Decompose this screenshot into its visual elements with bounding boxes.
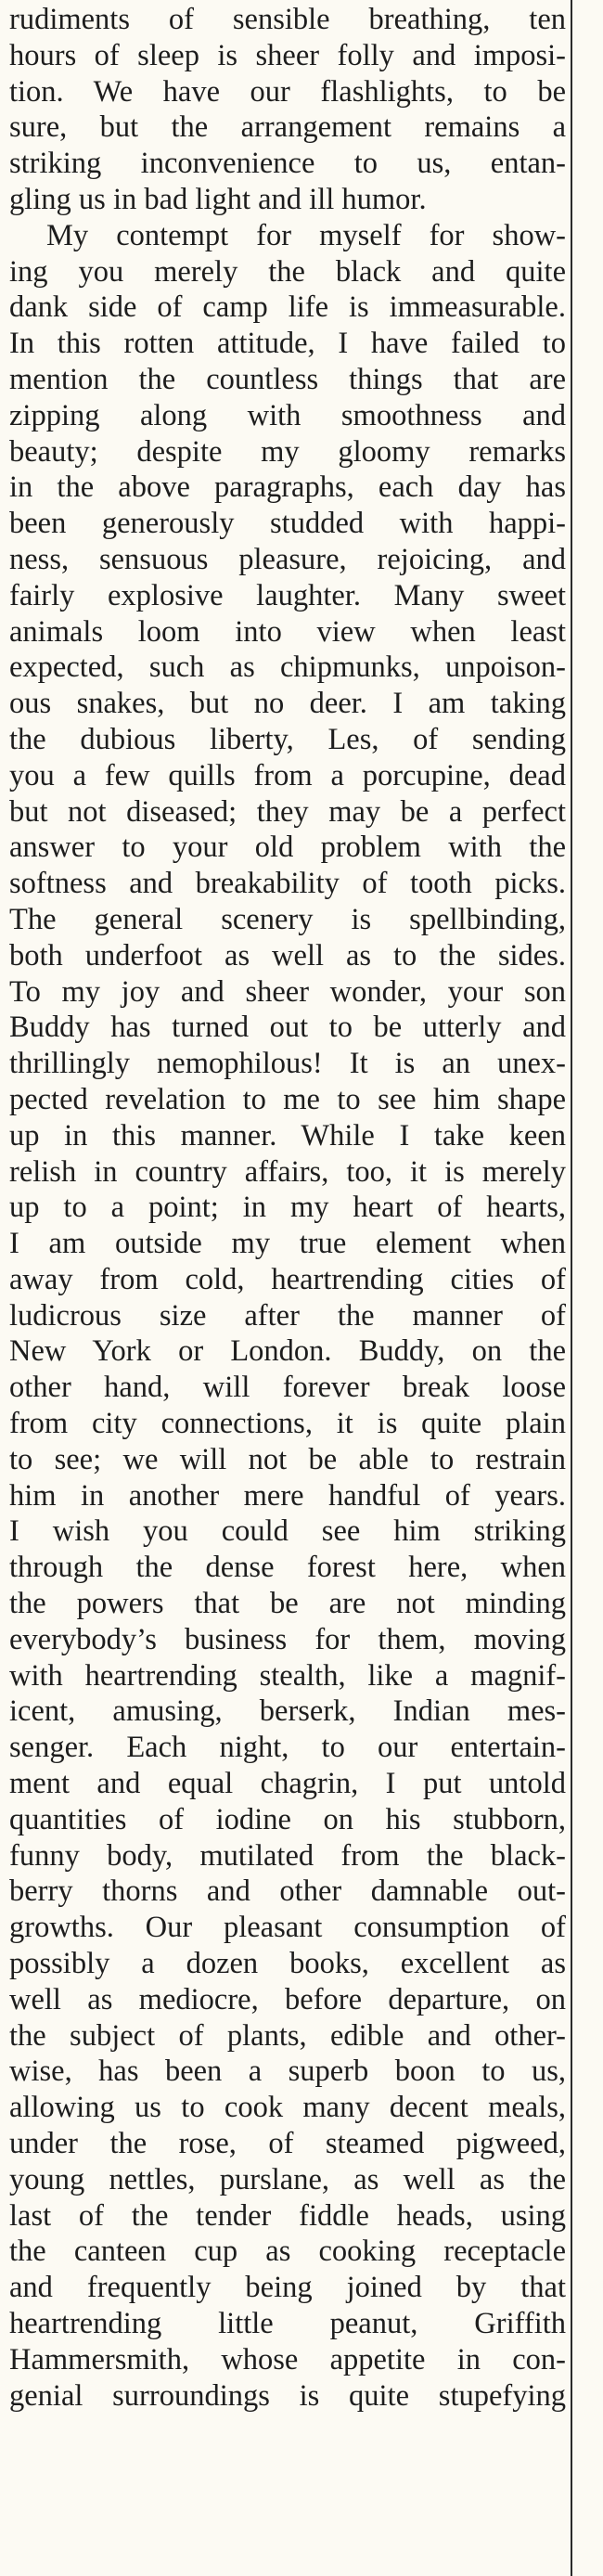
text-line: up in this manner. While I take keen xyxy=(9,1118,566,1153)
text-line: everybody’s business for them, moving xyxy=(9,1622,566,1656)
text-line: ing you merely the black and quite xyxy=(9,254,566,289)
text-line: thrillingly nemophilous! It is an unex- xyxy=(9,1047,566,1081)
text-column xyxy=(9,2,566,2572)
text-line: The general scenery is spellbinding, xyxy=(9,902,566,936)
text-line: New York or London. Buddy, on the xyxy=(9,1334,566,1369)
text-line: softness and breakability of tooth picks. xyxy=(9,867,566,901)
text-line: mention the countless things that are xyxy=(9,362,566,396)
text-line: beauty; despite my gloomy remarks xyxy=(9,434,566,469)
text-line: last of the tender fiddle heads, using xyxy=(9,2198,566,2233)
text-line: answer to your old problem with the xyxy=(9,831,566,865)
text-line: you a few quills from a porcupine, dead xyxy=(9,758,566,792)
text-line: him in another mere handful of years. xyxy=(9,1478,566,1513)
text-line: My contempt for myself for show- xyxy=(46,218,566,252)
text-line: the subject of plants, edible and other- xyxy=(9,2018,566,2053)
text-line: fairly explosive laughter. Many sweet xyxy=(9,578,566,612)
text-line: ment and equal chagrin, I put untold xyxy=(9,1767,566,1801)
text-line: other hand, will forever break loose xyxy=(9,1371,566,1405)
text-line: from city connections, it is quite plain xyxy=(9,1407,566,1441)
text-line: Buddy has turned out to be utterly and xyxy=(9,1011,566,1045)
text-line: funny body, mutilated from the black- xyxy=(9,1838,566,1873)
text-line: berry thorns and other damnable out- xyxy=(9,1874,566,1909)
text-line: and frequently being joined by that xyxy=(9,2271,566,2305)
text-line: quantities of iodine on his stubborn, xyxy=(9,1802,566,1836)
text-line: rudiments of sensible breathing, ten xyxy=(9,3,566,36)
text-line: tion. We have our flashlights, to be xyxy=(9,74,566,109)
text-line: young nettles, purslane, as well as the xyxy=(9,2162,566,2196)
text-line: zipping along with smoothness and xyxy=(9,398,566,432)
text-line: the powers that be are not minding xyxy=(9,1587,566,1621)
text-line: In this rotten attitude, I have failed to xyxy=(9,327,566,361)
paragraph xyxy=(9,218,566,2415)
text-line: expected, such as chipmunks, unpoison- xyxy=(9,650,566,685)
text-line: been generously studded with happi- xyxy=(9,507,566,541)
text-line: dank side of camp life is immeasurable. xyxy=(9,290,566,325)
text-line: relish in country affairs, too, it is merely xyxy=(9,1154,566,1189)
text-line: I wish you could see him striking xyxy=(9,1514,566,1549)
text-line: the canteen cup as cooking receptacle xyxy=(9,2235,566,2269)
text-line: heartrending little peanut, Griffith xyxy=(9,2307,566,2340)
text-line: ness, sensuous pleasure, rejoicing, and xyxy=(9,542,566,576)
text-line: ludicrous size after the manner of xyxy=(9,1298,566,1333)
text-line: striking inconvenience to us, entan- xyxy=(9,147,566,181)
text-line: both underfoot as well as to the sides. xyxy=(9,938,566,972)
text-line: possibly a dozen books, excellent as xyxy=(9,1947,566,1981)
text-line: hours of sleep is sheer folly and imposi- xyxy=(9,38,566,72)
text-line: growths. Our pleasant consumption of xyxy=(9,1911,566,1945)
text-line: sure, but the arrangement remains a xyxy=(9,110,566,145)
text-line: to see; we will not be able to restrain xyxy=(9,1442,566,1476)
text-line: Hammersmith, whose appetite in con- xyxy=(9,2342,566,2376)
text-line: the dubious liberty, Les, of sending xyxy=(9,722,566,756)
text-line: animals loom into view when least xyxy=(9,614,566,649)
text-line: in the above paragraphs, each day has xyxy=(9,470,566,505)
text-line: allowing us to cook many decent meals, xyxy=(9,2091,566,2125)
text-line: ous snakes, but no deer. I am taking xyxy=(9,687,566,721)
text-line: under the rose, of steamed pigweed, xyxy=(9,2127,566,2161)
text-line: with heartrending stealth, like a magnif- xyxy=(9,1658,566,1693)
text-line: away from cold, heartrending cities of xyxy=(9,1262,566,1296)
text-line: up to a point; in my heart of hearts, xyxy=(9,1191,566,1225)
text-line: To my joy and sheer wonder, your son xyxy=(9,974,566,1009)
paragraph xyxy=(9,2,566,218)
text-line: through the dense forest here, when xyxy=(9,1551,566,1585)
text-line: well as mediocre, before departure, on xyxy=(9,1982,566,2016)
text-line: wise, has been a superb boon to us, xyxy=(9,2054,566,2089)
text-line: I am outside my true element when xyxy=(9,1227,566,1261)
text-line: but not diseased; they may be a perfect xyxy=(9,794,566,829)
text-line: senger. Each night, to our entertain- xyxy=(9,1731,566,1765)
text-line: genial surroundings is quite stupefying xyxy=(9,2378,566,2413)
text-line: pected revelation to me to see him shape xyxy=(9,1082,566,1116)
column-rule xyxy=(571,0,572,2576)
text-line: icent, amusing, berserk, Indian mes- xyxy=(9,1694,566,1729)
text-line: gling us in bad light and ill humor. xyxy=(9,182,427,216)
